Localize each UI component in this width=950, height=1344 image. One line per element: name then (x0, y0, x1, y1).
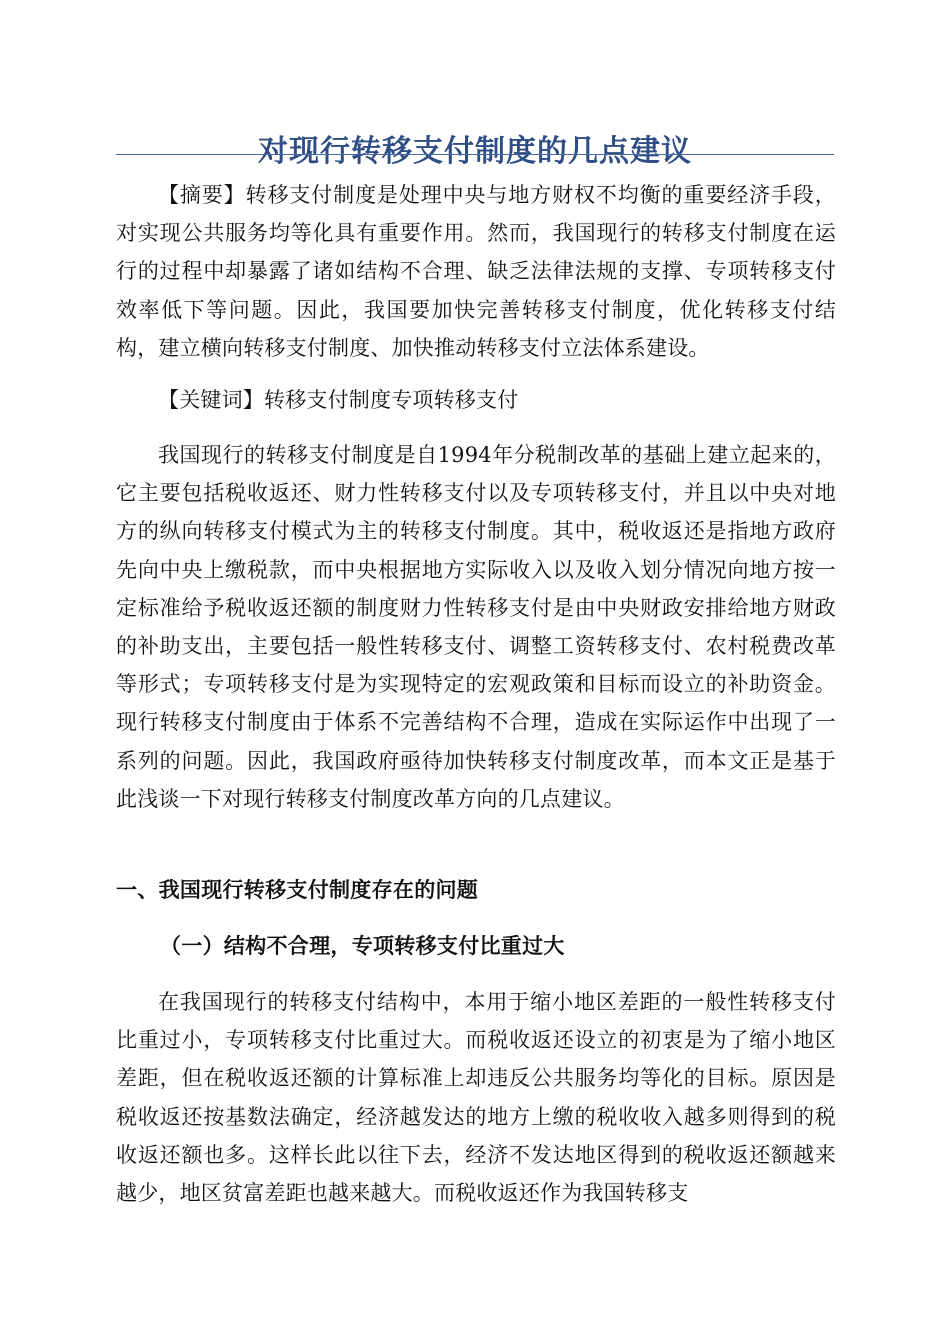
subsection-body-paragraph: 在我国现行的转移支付结构中，本用于缩小地区差距的一般性转移支付比重过小，专项转移支付比重过大。而税收返还设立的初衷是为了缩小地区差距，但在税收返还额的计算标准上却违反公共服务均等化的目标。原因是税收返还按基数法确定，经济越发达的地方上缴的税收收入越多则得到的税收返还额也多。这样长此以往下去，经济不发达地区得到的税收返还额越来越少，地区贫富差距也越来越大。而税收返还作为我国转移支 (116, 990, 836, 1206)
subsection-heading: （一）结构不合理，专项转移支付比重过大 (160, 933, 565, 958)
abstract-paragraph: 【摘要】转移支付制度是处理中央与地方财权不均衡的重要经济手段，对实现公共服务均等化具有重要作用。然而，我国现行的转移支付制度在运行的过程中却暴露了诸如结构不合理、缺乏法律法规的支撑、专项转移支付效率低下等问题。因此，我国要加快完善转移支付制度，优化转移支付结构，建立横向转移支付制度、加快推动转移支付立法体系建设。 (116, 183, 836, 360)
keywords-paragraph: 【关键词】转移支付制度专项转移支付 (158, 388, 519, 412)
title-underline (116, 154, 834, 155)
document-title: 对现行转移支付制度的几点建议 (258, 134, 692, 170)
section-heading: 一、我国现行转移支付制度存在的问题 (116, 878, 479, 902)
intro-paragraph: 我国现行的转移支付制度是自1994年分税制改革的基础上建立起来的，它主要包括税收返还、财力性转移支付以及专项转移支付，并且以中央对地方的纵向转移支付模式为主的转移支付制度。其中，税收返还是指地方政府先向中央上缴税款，而中央根据地方实际收入以及收入划分情况向地方按一定标准给予税收返还额的制度财力性转移支付是由中央财政安排给地方财政的补助支出，主要包括一般性转移支付、调整工资转移支付、农村税费改革等形式；专项转移支付是为实现特定的宏观政策和目标而设立的补助资金。现行转移支付制度由于体系不完善结构不合理，造成在实际运作中出现了一系列的问题。因此，我国政府亟待加快转移支付制度改革，而本文正是基于此浅谈一下对现行转移支付制度改革方向的几点建议。 (116, 443, 836, 811)
